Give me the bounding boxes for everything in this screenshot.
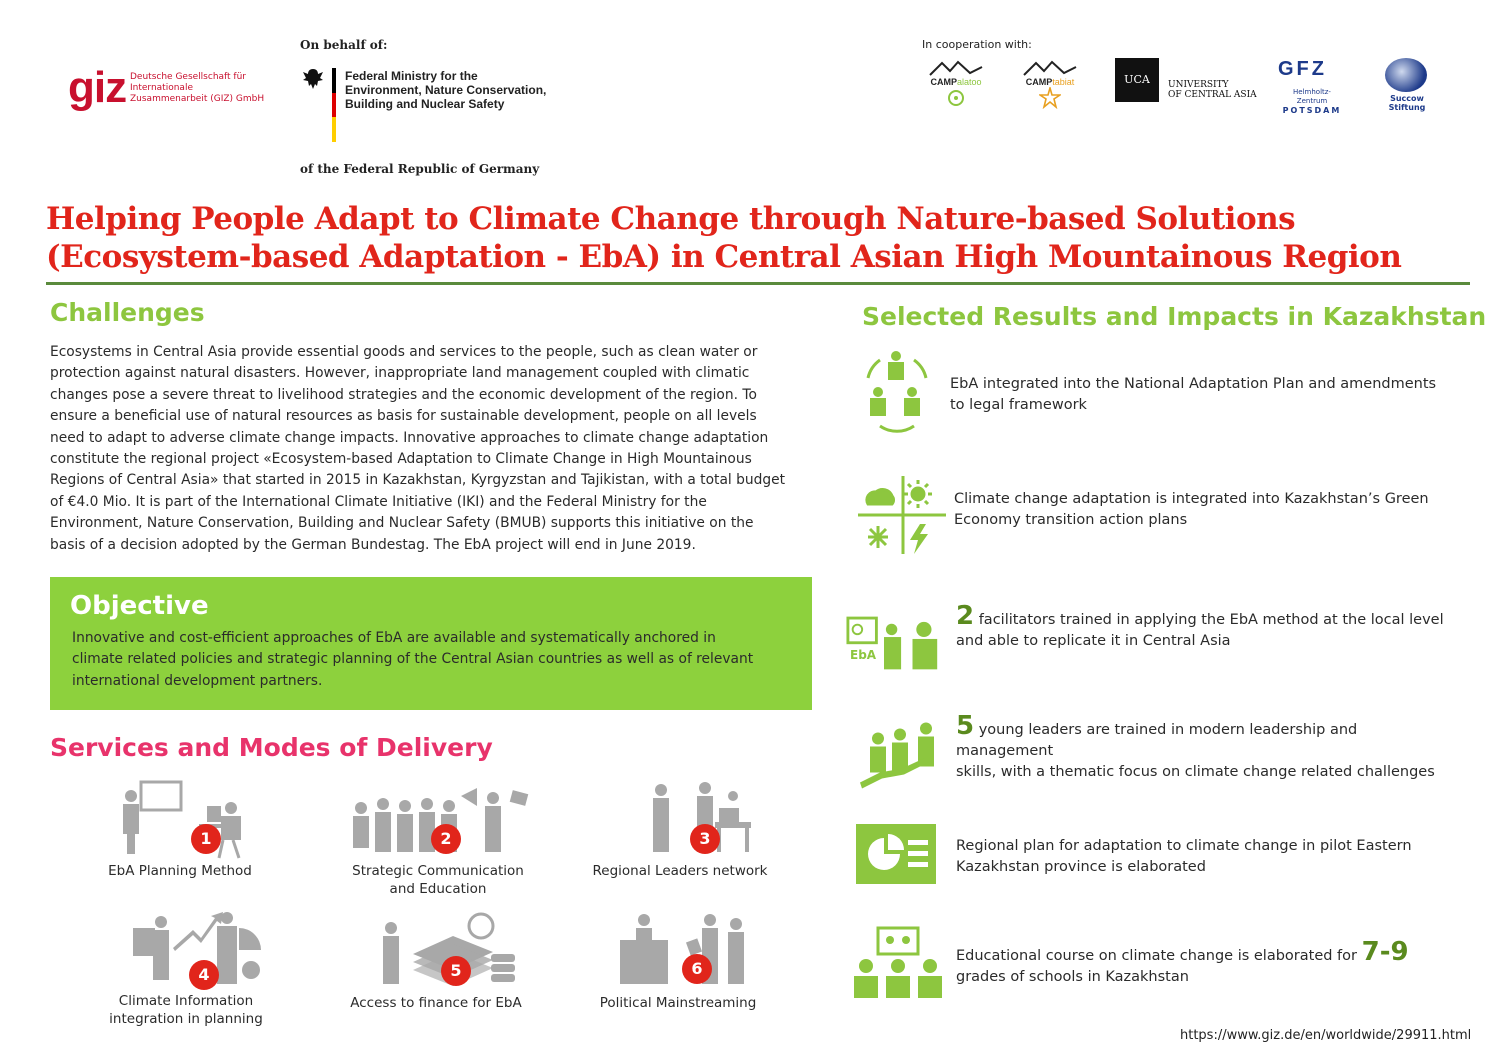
mountain-icon [928, 59, 984, 77]
service-label: Regional Leaders network [592, 863, 768, 879]
gfz-subtitle: Helmholtz-Zentrum POTSDAM [1282, 88, 1342, 115]
german-flag-bar [332, 68, 336, 142]
service-item-1 [80, 778, 280, 880]
on-behalf-label: On behalf of: [300, 38, 388, 52]
succow-name: Succow Stiftung [1388, 94, 1426, 112]
result-text-6: Educational course on climate change is elaborated for 7-9 grades of schools in Kazakhstan [956, 937, 1409, 985]
uca-name: UNIVERSITY OF CENTRAL ASIA [1168, 80, 1257, 100]
result-text-4: 5 young leaders are trained in modern leadership and management skills, with a thematic focus on climate change related challenges [956, 711, 1435, 780]
service-label: Strategic Communication and Education [352, 863, 524, 897]
service-number-badge: 5 [441, 956, 471, 986]
political-mainstreaming-icon [598, 910, 758, 990]
service-item-4 [86, 908, 286, 1028]
services-heading: Services and Modes of Delivery [50, 733, 493, 762]
service-number-badge: 6 [682, 954, 712, 984]
federal-eagle-icon [300, 66, 326, 92]
finance-icon [351, 910, 521, 990]
footer-url[interactable]: https://www.giz.de/en/worldwide/29911.html [1180, 1028, 1472, 1043]
cycle-people-icon [850, 348, 945, 443]
service-label: EbA Planning Method [108, 863, 252, 879]
gfz-logo: GFZ [1278, 58, 1327, 80]
result-number: 7-9 [1361, 937, 1409, 967]
plan-chart-icon [856, 824, 936, 884]
service-item-6 [578, 910, 778, 1012]
cooperation-label: In cooperation with: [922, 38, 1032, 51]
results-heading: Selected Results and Impacts in Kazakhstan [862, 302, 1487, 331]
service-item-5 [336, 910, 536, 1012]
objective-heading: Objective [70, 591, 209, 621]
objective-text: Innovative and cost-efficient approaches of EbA are available and systematically anchored in climate related policies and strategic planning of the Central Asian countries as well as of relevant international development partners. [72, 630, 754, 689]
giz-logo: giz [68, 63, 127, 112]
result-text-5: Regional plan for adaptation to climate change in pilot Eastern Kazakhstan province is elaborated [956, 838, 1412, 875]
camp-alatoo-logo: CAMPalatoo [926, 58, 986, 110]
page-title: Helping People Adapt to Climate Change through Nature-based Solutions (Ecosystem-based Adaptation - EbA) in Central Asian High Mountainous Region [46, 201, 1402, 275]
service-number-badge: 4 [189, 960, 219, 990]
climate-information-icon [111, 908, 261, 990]
ornament-icon [945, 87, 967, 109]
service-item-2 [338, 778, 538, 898]
result-text-2: Climate change adaptation is integrated into Kazakhstan’s Green Economy transition action plans [954, 491, 1429, 528]
republic-label: of the Federal Republic of Germany [300, 162, 540, 176]
uca-logo-mark: UCA [1115, 58, 1159, 102]
mountain-icon [1022, 59, 1078, 77]
title-divider [46, 282, 1470, 285]
service-item-3 [580, 778, 780, 880]
star-ornament-icon [1039, 87, 1061, 109]
service-number-badge: 3 [690, 824, 720, 854]
students-icon [852, 926, 944, 1000]
service-label: Political Mainstreaming [599, 995, 757, 1011]
leaders-network-icon [605, 778, 755, 860]
objective-box [50, 577, 812, 710]
camp-tabiat-logo: CAMPtabiat [1020, 58, 1080, 110]
trainer-icon-label: EbA [850, 648, 877, 662]
challenges-heading: Challenges [50, 298, 205, 327]
giz-subtitle: Deutsche Gesellschaft für Internationale Zusammenarbeit (GIZ) GmbH [130, 72, 265, 104]
leaders-icon [856, 708, 951, 803]
challenges-text: Ecosystems in Central Asia provide essential goods and services to the people, such as clean water or protection against natural disasters. However, inappropriate land management coupled with climatic changes pose a severe threat to livelihood strategies and the economic development of the region. To ensure a beneficial use of natural resources as basis for sustainable development, people on all levels need to adapt to adverse climate change impacts. Innovative approaches to climate change adaptation constitute the regional project «Ecosystem-based Adaptation to Climate Change in High Mountainous Regions of Central Asia» that started in 2015 in Kazakhstan, Kyrgyzstan and Tajikistan, with a total budget of €4.0 Mio. It is part of the International Climate Initiative (IKI) and the Federal Ministry for the Environment, Nature Conservation, Building and Nuclear Safety (BMUB) supports this initiative on the basis of a decision adopted by the German Bundestag. The EbA project will end in June 2019. [50, 344, 786, 553]
result-text-3: 2 facilitators trained in applying the EbA method at the local level and able to replicate it in Central Asia [956, 601, 1444, 649]
succow-globe-icon [1385, 58, 1427, 92]
service-label: Access to finance for EbA [350, 995, 522, 1011]
service-number-badge: 1 [191, 824, 221, 854]
service-label: Climate Information integration in planning [109, 993, 263, 1027]
weather-grid-icon [856, 474, 951, 569]
result-number: 5 [956, 711, 975, 741]
service-number-badge: 2 [431, 824, 461, 854]
result-text-1: EbA integrated into the National Adaptation Plan and amendments to legal framework [950, 376, 1437, 413]
planning-method-icon [105, 778, 255, 860]
ministry-name: Federal Ministry for the Environment, Nature Conservation, Building and Nuclear Safety [345, 69, 547, 111]
result-number: 2 [956, 601, 975, 631]
